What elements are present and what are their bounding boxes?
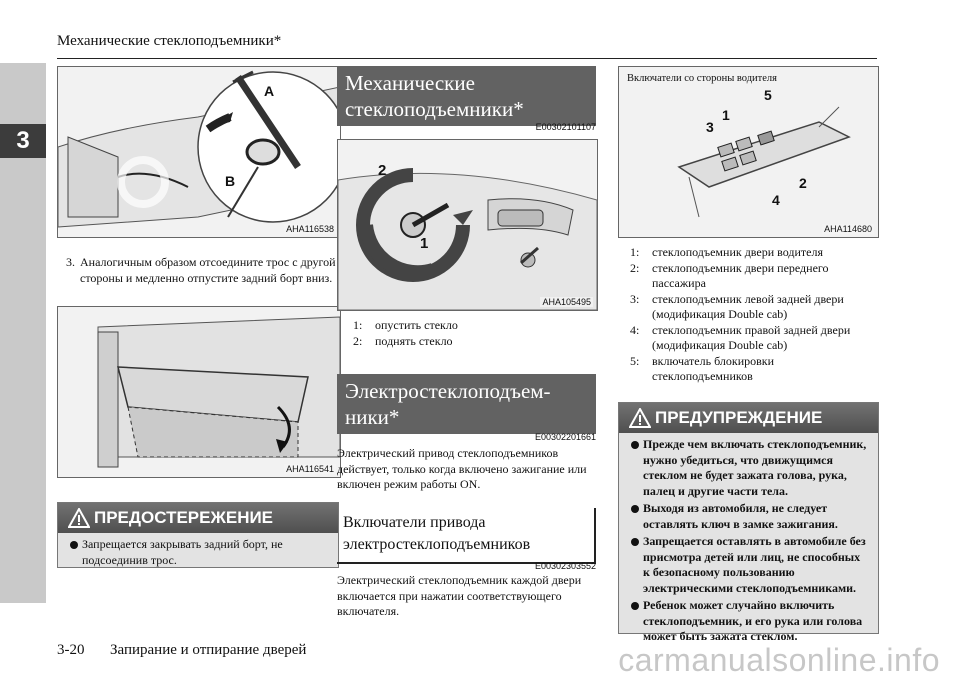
warning-body [619,433,878,653]
warning-item: Выходя из автомобиля, не следует оставлять ключ в замке зажигания. [631,501,868,532]
figure-label-1: 1 [722,107,730,123]
caution-title: ПРЕДОСТЕРЕЖЕНИЕ [94,508,274,527]
section-code: E00302201661 [534,432,596,442]
driver-switches-illustration [619,67,878,237]
caution-header [58,503,338,533]
figure-label-2: 2 [799,175,807,191]
section-code: E00302303552 [534,561,596,571]
caution-body [58,533,338,576]
figure-label-b: B [225,173,236,189]
window-crank-illustration [338,140,597,310]
figure-label-a: A [264,83,275,99]
figure-tailgate-cable [57,66,341,238]
section-paragraph: Электрический стеклоподъемник каждой двери включается при нажатии соответствующего включателя. [337,573,582,618]
section-title-power-windows: Электростеклоподъем-ники* [337,374,596,434]
figure-code: AHA116541 [286,464,334,474]
figure-tailgate-lowered [57,306,341,478]
figure-label-2: 2 [378,162,387,179]
section-paragraph: Электрический привод стеклоподъемников действует, только когда включено зажигание или включен режим работы ON. [337,446,587,491]
crank-legend [353,318,583,349]
warning-box [618,402,879,643]
figure-label-1: 1 [420,235,429,252]
step-number: 3. [66,255,75,269]
caution-item: Запрещается закрывать задний борт, не подсоединив трос. [70,537,328,568]
warning-triangle-icon [68,508,90,528]
legend-item: 1: стеклоподъемник двери водителя [630,245,823,259]
tailgate-lowered-illustration [58,307,340,477]
step-3 [66,254,336,286]
legend-item: 3: стеклоподъемник левой задней двери (модификация Double cab) [630,291,844,321]
figure-label-4: 4 [772,192,780,208]
figure-driver-switches [618,66,879,238]
section-title-manual-windows: Механические стеклоподъемники* [337,66,596,126]
figure-code: AHA116538 [286,224,334,234]
legend-item: 2: поднять стекло [353,333,453,348]
legend-item: 2: стеклоподъемник двери переднего пассажира [630,260,829,290]
section-code: E00302101107 [535,122,596,132]
warning-item: Прежде чем включать стеклоподъемник, нужно убедиться, что движущимся стеклом не будет зажата голова, рука, палец и другие части тела. [631,437,868,499]
step-text: Аналогичным образом отсоедините трос с другой стороны и медленно отпустите задний борт вниз. [80,255,336,285]
warning-item: Запрещается оставлять в автомобиле без присмотра детей или лиц, не способных к безопасному пользованию электрическими стеклоподъемниками. [631,534,868,596]
figure-window-crank [337,139,598,311]
chapter-number[interactable]: 3 [0,124,46,158]
warning-header [619,403,878,433]
figure-code: AHA105495 [542,297,591,307]
warning-triangle-icon [629,408,651,428]
figure-title: Включатели со стороны водителя [627,73,777,84]
warning-item: Ребенок может случайно включить стеклоподъемник, и его рука или голова может быть зажата стеклом. [631,598,868,645]
legend-item: 5: включатель блокировки стеклоподъемников [630,353,775,383]
figure-label-3: 3 [706,119,714,135]
page-header: Механические стеклоподъемники* [57,33,282,49]
figure-code: AHA114680 [824,224,872,234]
footer-title: Запирание и отпирание дверей [110,642,307,658]
legend-item: 4: стеклоподъемник правой задней двери (модификация Double cab) [630,322,851,352]
tailgate-cable-illustration [58,67,340,237]
watermark: carmanualsonline.info [618,642,940,678]
figure-label-5: 5 [764,87,772,103]
warning-title: ПРЕДУПРЕЖДЕНИЕ [655,408,823,427]
switch-legend [630,245,875,385]
caution-box [57,502,339,568]
legend-item: 1: опустить стекло [353,318,458,332]
page-number: 3-20 [57,642,85,658]
section-title-switches: Включатели привода электростеклоподъемников [337,508,596,564]
header-rule [57,58,877,59]
